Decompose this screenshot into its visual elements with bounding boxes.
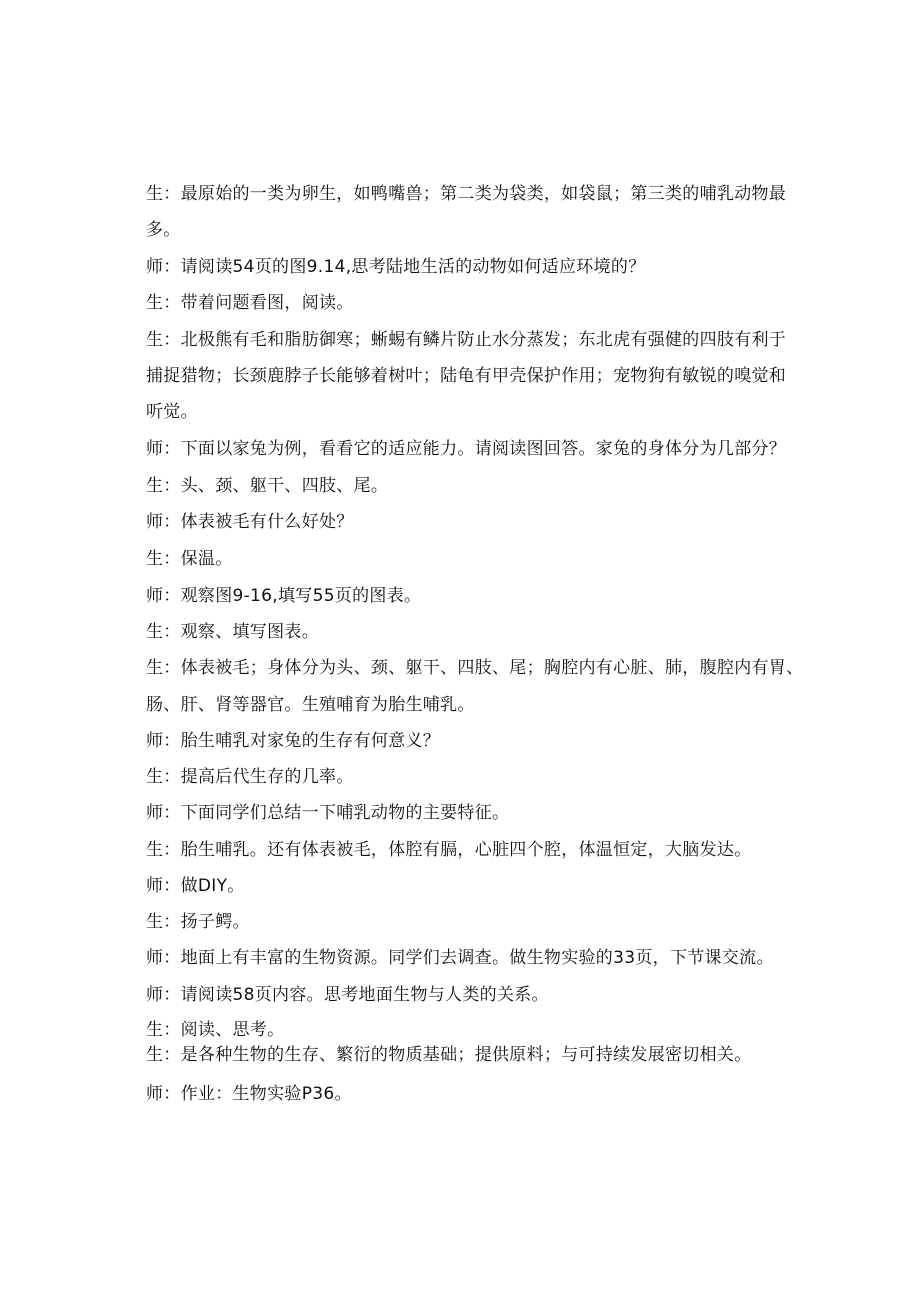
line-text: 头、颈、躯干、四肢、尾。 <box>180 476 389 496</box>
dialogue-line <box>146 402 198 422</box>
speaker-label: 师： <box>146 257 181 277</box>
speaker-label: 生： <box>146 1020 181 1040</box>
speaker-label: 生： <box>146 840 181 860</box>
line-text: 肠、肝、肾等器官。生殖哺育为胎生哺乳。 <box>146 695 475 715</box>
line-text: 请阅读54页的图9.14,思考陆地生活的动物如何适应环境的？ <box>180 257 646 277</box>
dialogue-line <box>146 876 245 896</box>
dialogue-line <box>146 948 774 968</box>
dialogue-line <box>146 1084 352 1104</box>
line-text: 北极熊有毛和脂肪御寒；蜥蜴有鳞片防止水分蒸发；东北虎有强健的四肢有利于 <box>180 330 787 350</box>
dialogue-line <box>146 1020 284 1040</box>
line-text: 体表被毛；身体分为头、颈、躯干、四肢、尾；胸腔内有心脏、肺，腹腔内有胃、 <box>180 658 804 678</box>
dialogue-line <box>146 476 388 496</box>
dialogue-line <box>146 985 549 1005</box>
dialogue-line <box>146 767 354 787</box>
line-text: 是各种生物的生存、繁衍的物质基础；提供原料；与可持续发展密切相关。 <box>180 1045 752 1065</box>
line-text: 带着问题看图，阅读。 <box>180 293 354 313</box>
speaker-label: 生： <box>146 767 181 787</box>
dialogue-line <box>146 622 319 642</box>
line-text: 请阅读58页内容。思考地面生物与人类的关系。 <box>180 985 549 1005</box>
dialogue-line <box>146 293 354 313</box>
line-text: 下面同学们总结一下哺乳动物的主要特征。 <box>180 803 510 823</box>
dialogue-line <box>146 330 786 350</box>
dialogue-line <box>146 695 475 715</box>
speaker-label: 师： <box>146 803 181 823</box>
speaker-label: 生： <box>146 549 181 569</box>
speaker-label: 生： <box>146 622 181 642</box>
speaker-label: 师： <box>146 512 181 532</box>
line-text: 作业：生物实验P36。 <box>180 1084 352 1104</box>
speaker-label: 生： <box>146 912 181 932</box>
speaker-label: 师： <box>146 439 181 459</box>
dialogue-line <box>146 366 786 386</box>
line-text: 观察图9-16,填写55页的图表。 <box>180 586 422 606</box>
dialogue-line <box>146 658 803 678</box>
dialogue-line <box>146 912 250 932</box>
line-text: 多。 <box>146 220 181 240</box>
speaker-label: 师： <box>146 876 181 896</box>
dialogue-line <box>146 220 181 240</box>
line-text: 下面以家兔为例，看看它的适应能力。请阅读图回答。家兔的身体分为几部分？ <box>180 439 787 459</box>
dialogue-line <box>146 840 752 860</box>
dialogue-line <box>146 184 786 204</box>
speaker-label: 生： <box>146 330 181 350</box>
dialogue-line <box>146 731 440 751</box>
speaker-label: 师： <box>146 985 181 1005</box>
line-text: 捕捉猎物；长颈鹿脖子长能够着树叶；陆龟有甲壳保护作用；宠物狗有敏锐的嗅觉和 <box>146 366 787 386</box>
speaker-label: 师： <box>146 586 181 606</box>
speaker-label: 生： <box>146 184 181 204</box>
dialogue-line <box>146 1045 752 1065</box>
line-text: 做DIY。 <box>180 876 245 896</box>
dialogue-line <box>146 803 509 823</box>
speaker-label: 师： <box>146 948 181 968</box>
line-text: 阅读、思考。 <box>180 1020 285 1040</box>
dialogue-line <box>146 257 646 277</box>
line-text: 胎生哺乳。还有体表被毛，体腔有膈，心脏四个腔，体温恒定，大脑发达。 <box>180 840 752 860</box>
line-text: 最原始的一类为卵生，如鸭嘴兽；第二类为袋类，如袋鼠；第三类的哺乳动物最 <box>180 184 787 204</box>
line-text: 地面上有丰富的生物资源。同学们去调查。做生物实验的33页，下节课交流。 <box>180 948 774 968</box>
dialogue-line <box>146 549 233 569</box>
line-text: 体表被毛有什么好处？ <box>180 512 354 532</box>
speaker-label: 生： <box>146 293 181 313</box>
speaker-label: 生： <box>146 658 181 678</box>
line-text: 保温。 <box>180 549 233 569</box>
line-text: 扬子鳄。 <box>180 912 250 932</box>
speaker-label: 生： <box>146 1045 181 1065</box>
line-text: 听觉。 <box>146 402 198 422</box>
dialogue-line <box>146 439 786 459</box>
speaker-label: 生： <box>146 476 181 496</box>
speaker-label: 师： <box>146 731 181 751</box>
line-text: 观察、填写图表。 <box>180 622 320 642</box>
speaker-label: 师： <box>146 1084 181 1104</box>
dialogue-line <box>146 586 421 606</box>
line-text: 提高后代生存的几率。 <box>180 767 354 787</box>
dialogue-line <box>146 512 354 532</box>
line-text: 胎生哺乳对家兔的生存有何意义？ <box>180 731 441 751</box>
